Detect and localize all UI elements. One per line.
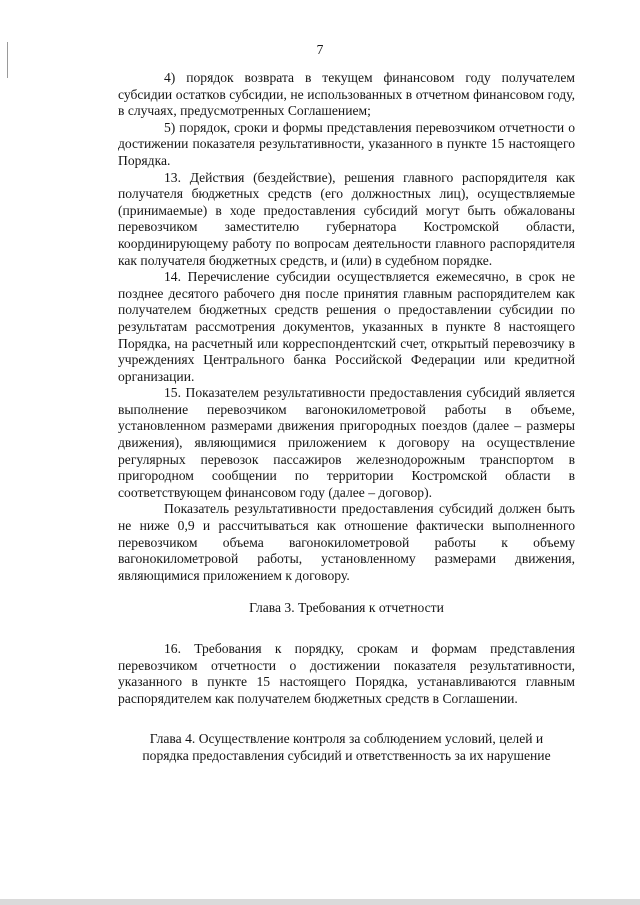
chapter-4-heading-line-1: Глава 4. Осуществление контроля за соблюдением условий, целей и	[149, 731, 544, 747]
document-body	[118, 70, 575, 765]
page-bottom-edge	[0, 899, 640, 905]
chapter-4-heading	[118, 731, 575, 764]
paragraph-15: 15. Показателем результативности предоставления субсидий является выполнение перевозчиком вагонокилометровой работы в объеме, установленном размерами движения пригородных поездов (далее – размеры движения), являющимися приложением к договору на осуществление регулярных перевозок пассажиров железнодорожным транспортом в пригородном сообщении по территории Костромской области в соответствующем финансовом году (далее – договор).	[118, 385, 575, 500]
paragraph-item-5: 5) порядок, сроки и формы представления перевозчиком отчетности о достижении показателя результативности, указанного в пункте 15 настоящего Порядка.	[118, 119, 575, 168]
paragraph-14: 14. Перечисление субсидии осуществляется ежемесячно, в срок не позднее десятого рабочего дня после принятия главным распорядителем как получателем бюджетных средств решения о предоставлении субсидии по результатам рассмотрения документов, указанных в пункте 8 настоящего Порядка, на расчетный или корреспондентский счет, открытый перевозчику в учреждениях Центрального банка Российской Федерации или кредитной организации.	[118, 269, 575, 384]
chapter-4-heading-line-2: порядка предоставления субсидий и ответственность за их нарушение	[142, 747, 551, 763]
paragraph-16: 16. Требования к порядку, срокам и формам представления перевозчиком отчетности о достижении показателя результативности, указанного в пункте 15 настоящего Порядка, устанавливаются главным распорядителем как получателем бюджетных средств в Соглашении.	[118, 641, 575, 706]
paragraph-15-continuation: Показатель результативности предоставления субсидий должен быть не ниже 0,9 и рассчитываться как отношение фактически выполненного перевозчиком объема вагонокилометровой работы к объему вагонокилометровой работы, установленному размерами движения, являющимися приложением к договору.	[118, 501, 575, 583]
paragraph-13: 13. Действия (бездействие), решения главного распорядителя как получателя бюджетных средств (его должностных лиц), осуществляемые (принимаемые) в ходе предоставления субсидий могут быть обжалованы перевозчиком заместителю губернатора Костромской области, координирующему работу по вопросам деятельности главного распорядителя как получателя бюджетных средств, и (или) в судебном порядке.	[118, 169, 575, 268]
page-number: 7	[316, 42, 324, 57]
paragraph-item-4: 4) порядок возврата в текущем финансовом году получателем субсидии остатков субсидии, не использованных в отчетном финансовом году, в случаях, предусмотренных Соглашением;	[118, 70, 575, 119]
chapter-3-heading: Глава 3. Требования к отчетности	[249, 600, 444, 616]
